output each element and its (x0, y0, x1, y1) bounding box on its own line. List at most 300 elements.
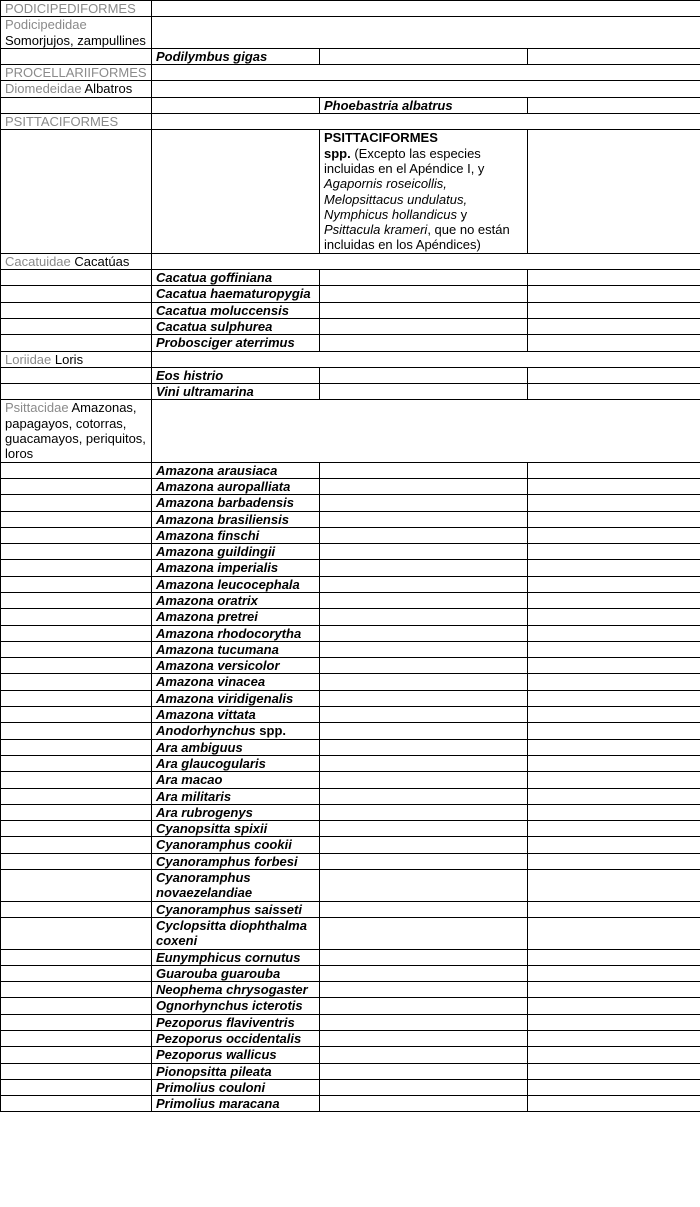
empty-cell (528, 739, 700, 755)
species-cell (152, 335, 320, 351)
empty-cell (320, 965, 528, 981)
empty-cell (528, 965, 700, 981)
empty-cell (1, 1031, 152, 1047)
table-row-order (1, 114, 700, 130)
empty-cell (1, 658, 152, 674)
family-name: Podicipedidae (5, 17, 87, 33)
empty-cell (320, 286, 528, 302)
empty-cell (528, 1079, 700, 1095)
empty-cell (1, 917, 152, 949)
empty-cell (1, 1047, 152, 1063)
empty-cell (528, 576, 700, 592)
empty-cell (320, 302, 528, 318)
table-row-species (1, 917, 700, 949)
empty-cell (1, 609, 152, 625)
empty-cell (320, 495, 528, 511)
species-cell (152, 821, 320, 837)
empty-cell (1, 130, 152, 253)
species-suffix: spp. (255, 723, 287, 739)
table-row-species (1, 949, 700, 965)
table-row-species (1, 270, 700, 286)
empty-cell (1, 949, 152, 965)
table-row-species (1, 821, 700, 837)
table-row-family (1, 351, 700, 367)
empty-cell (1, 544, 152, 560)
species-name: Amazona vittata (156, 707, 256, 723)
table-row-species (1, 707, 700, 723)
table-row-species (1, 804, 700, 820)
empty-cell (1, 335, 152, 351)
table-row-family (1, 17, 700, 49)
empty-cell (1, 772, 152, 788)
table-row-family (1, 81, 700, 97)
species-name: Pezoporus wallicus (156, 1047, 277, 1063)
empty-cell (528, 592, 700, 608)
empty-cell (528, 130, 700, 253)
empty-cell (1, 853, 152, 869)
empty-cell (320, 625, 528, 641)
merged-empty-cell (152, 400, 700, 462)
family-cell (1, 81, 152, 97)
table-row-species (1, 625, 700, 641)
empty-cell (528, 755, 700, 771)
empty-cell (1, 270, 152, 286)
empty-cell (528, 270, 700, 286)
table-row-species (1, 755, 700, 771)
table-row-species (1, 527, 700, 543)
species-cell (152, 949, 320, 965)
species-cell (152, 965, 320, 981)
species-name: Amazona oratrix (156, 592, 258, 608)
empty-cell (1, 495, 152, 511)
table-row-species (1, 576, 700, 592)
table-row-species (1, 1031, 700, 1047)
empty-cell (1, 723, 152, 739)
note-text: , que no están incluidas en los Apéndices) (324, 222, 510, 253)
species-name: Cyanopsitta spixii (156, 821, 268, 837)
merged-empty-cell (152, 1, 700, 17)
empty-cell (528, 917, 700, 949)
empty-cell (320, 917, 528, 949)
species-cell (152, 853, 320, 869)
empty-cell (528, 48, 700, 64)
empty-cell (528, 625, 700, 641)
table-row-order (1, 65, 700, 81)
species-name: Amazona arausiaca (156, 462, 278, 478)
empty-cell (320, 560, 528, 576)
table-row-species (1, 97, 700, 113)
table-row-species (1, 495, 700, 511)
species-name: Amazona rhodocorytha (156, 625, 302, 641)
species-name: Cacatua moluccensis (156, 302, 289, 318)
empty-cell (320, 837, 528, 853)
family-name: Loriidae (5, 351, 52, 367)
species-name: Ara macao (156, 772, 223, 788)
order-cell (1, 1, 152, 17)
empty-cell (320, 949, 528, 965)
species-cell (152, 870, 320, 902)
empty-cell (528, 609, 700, 625)
empty-cell (320, 690, 528, 706)
species-name: Amazona barbadensis (156, 495, 294, 511)
species-name: Phoebastria albatrus (324, 97, 453, 113)
empty-cell (1, 1079, 152, 1095)
empty-cell (1, 901, 152, 917)
species-cell (152, 527, 320, 543)
empty-cell (320, 478, 528, 494)
species-name: Pionopsitta pileata (156, 1063, 272, 1079)
species-cell (152, 1031, 320, 1047)
table-row-species (1, 462, 700, 478)
empty-cell (1, 1014, 152, 1030)
empty-cell (1, 641, 152, 657)
empty-cell (320, 384, 528, 400)
empty-cell (1, 286, 152, 302)
empty-cell (320, 1063, 528, 1079)
empty-cell (528, 1047, 700, 1063)
species-cell (152, 462, 320, 478)
table-row-species (1, 592, 700, 608)
table-row-species (1, 1079, 700, 1095)
empty-cell (528, 367, 700, 383)
empty-cell (320, 674, 528, 690)
species-name: Eunymphicus cornutus (156, 949, 301, 965)
species-name: Pezoporus occidentalis (156, 1031, 302, 1046)
empty-cell (1, 788, 152, 804)
empty-cell (1, 998, 152, 1014)
empty-cell (1, 560, 152, 576)
empty-cell (528, 560, 700, 576)
table-row-species (1, 1096, 700, 1112)
species-cell (152, 772, 320, 788)
empty-cell (320, 821, 528, 837)
note-text: Psittacula krameri (324, 222, 428, 238)
species-cell (152, 511, 320, 527)
empty-cell (1, 837, 152, 853)
merged-empty-cell (152, 81, 700, 97)
species-name: Cyanoramphus cookii (156, 837, 292, 853)
empty-cell (320, 1047, 528, 1063)
species-cell (152, 592, 320, 608)
empty-cell (1, 318, 152, 334)
family-cell (1, 253, 152, 269)
species-cell (152, 755, 320, 771)
species-name: Primolius couloni (156, 1079, 266, 1095)
empty-cell (528, 998, 700, 1014)
species-cell (152, 1047, 320, 1063)
table-row-species (1, 998, 700, 1014)
family-name: Cacatuidae (5, 253, 71, 269)
table-body (1, 1, 700, 1112)
species-cell (152, 1063, 320, 1079)
empty-cell (320, 723, 528, 739)
species-name: Cyanoramphus novaezelandiae (156, 870, 253, 901)
species-name: Cyanoramphus saisseti (156, 901, 302, 917)
note-cell (320, 130, 528, 253)
order-name: PSITTACIFORMES (5, 114, 119, 130)
species-name: Amazona auropalliata (156, 478, 291, 494)
empty-cell (528, 478, 700, 494)
species-name: Cyanoramphus forbesi (156, 853, 298, 869)
species-cell (152, 1096, 320, 1112)
species-name: Cacatua goffiniana (156, 270, 273, 286)
table-row-species (1, 965, 700, 981)
empty-cell (528, 318, 700, 334)
species-name: Neophema chrysogaster (156, 982, 308, 998)
empty-cell (320, 1079, 528, 1095)
species-name: Amazona tucumana (156, 641, 279, 657)
table-row-order (1, 1, 700, 17)
empty-cell (528, 821, 700, 837)
order-cell (1, 65, 152, 81)
table-row-species (1, 609, 700, 625)
family-cell (1, 17, 152, 49)
empty-cell (528, 1063, 700, 1079)
empty-cell (528, 1096, 700, 1112)
species-cell (152, 739, 320, 755)
table-row-species (1, 853, 700, 869)
empty-cell (1, 527, 152, 543)
empty-cell (320, 641, 528, 657)
empty-cell (1, 367, 152, 383)
empty-cell (320, 270, 528, 286)
table-row-species (1, 302, 700, 318)
species-cell (152, 658, 320, 674)
table-row-species (1, 511, 700, 527)
empty-cell (528, 837, 700, 853)
species-cell (152, 384, 320, 400)
empty-cell (528, 286, 700, 302)
empty-cell (528, 788, 700, 804)
empty-cell (320, 1096, 528, 1112)
family-common-name: Cacatúas (74, 253, 130, 269)
empty-cell (1, 755, 152, 771)
empty-cell (320, 462, 528, 478)
species-cell (152, 302, 320, 318)
species-name: Cyclopsitta diophthalma coxeni (156, 917, 307, 949)
order-cell (1, 114, 152, 130)
table-row-species (1, 318, 700, 334)
empty-cell (320, 998, 528, 1014)
empty-cell (320, 755, 528, 771)
empty-cell (320, 870, 528, 902)
table-row-species (1, 901, 700, 917)
table-row-species (1, 641, 700, 657)
empty-cell (528, 901, 700, 917)
empty-cell (320, 739, 528, 755)
species-cell (152, 982, 320, 998)
empty-cell (1, 870, 152, 902)
empty-cell (528, 495, 700, 511)
empty-cell (320, 367, 528, 383)
species-cell (320, 97, 528, 113)
empty-cell (1, 1096, 152, 1112)
species-cell (152, 544, 320, 560)
species-cell (152, 286, 320, 302)
table-row-species (1, 286, 700, 302)
empty-cell (528, 949, 700, 965)
empty-cell (528, 302, 700, 318)
species-cell (152, 478, 320, 494)
table-row-species (1, 544, 700, 560)
species-cell (152, 998, 320, 1014)
table-row-species (1, 1047, 700, 1063)
family-cell (1, 400, 152, 462)
empty-cell (528, 527, 700, 543)
table-row-family (1, 253, 700, 269)
empty-cell (528, 1031, 700, 1047)
species-cell (152, 1014, 320, 1030)
species-name: Amazona guildingii (156, 544, 276, 560)
empty-cell (320, 318, 528, 334)
species-name: Amazona imperialis (156, 560, 279, 576)
empty-cell (320, 788, 528, 804)
empty-cell (320, 853, 528, 869)
empty-cell (152, 97, 320, 113)
species-cell (152, 495, 320, 511)
species-name: Cacatua sulphurea (156, 318, 273, 334)
species-name: Vini ultramarina (156, 384, 254, 400)
family-common-name: Loris (54, 351, 84, 367)
species-name: Ara ambiguus (156, 739, 243, 755)
table-row-species (1, 788, 700, 804)
empty-cell (320, 982, 528, 998)
empty-cell (1, 821, 152, 837)
species-name: Cacatua haematuropygia (156, 286, 311, 302)
empty-cell (320, 658, 528, 674)
merged-empty-cell (152, 17, 700, 49)
species-cell (152, 318, 320, 334)
note-text: (Excepto las especies incluidas en el Apéndice I, y (324, 145, 485, 176)
species-name: Primolius maracana (156, 1096, 280, 1112)
species-name: Ara rubrogenys (156, 804, 253, 820)
empty-cell (1, 97, 152, 113)
empty-cell (1, 462, 152, 478)
species-cell (152, 48, 320, 64)
empty-cell (528, 723, 700, 739)
empty-cell (1, 511, 152, 527)
table-row-species (1, 772, 700, 788)
table-row-note (1, 130, 700, 253)
family-name: Psittacidae (5, 400, 69, 416)
empty-cell (1, 739, 152, 755)
note-text: PSITTACIFORMES (324, 130, 438, 146)
species-name: Eos histrio (156, 367, 224, 383)
empty-cell (528, 335, 700, 351)
species-cell (152, 837, 320, 853)
species-name: Amazona pretrei (156, 609, 258, 625)
species-cell (152, 723, 320, 739)
merged-empty-cell (152, 65, 700, 81)
species-cell (152, 901, 320, 917)
empty-cell (1, 478, 152, 494)
table-row-species (1, 384, 700, 400)
family-name: Diomedeidae (5, 81, 82, 97)
species-name: Amazona finschi (156, 527, 260, 543)
empty-cell (320, 1031, 528, 1047)
species-cell (152, 707, 320, 723)
species-cell (152, 560, 320, 576)
family-cell (1, 351, 152, 367)
species-cell (152, 674, 320, 690)
empty-cell (320, 901, 528, 917)
species-cell (152, 804, 320, 820)
merged-empty-cell (152, 253, 700, 269)
empty-cell (1, 576, 152, 592)
empty-cell (320, 527, 528, 543)
empty-cell (320, 707, 528, 723)
empty-cell (528, 690, 700, 706)
species-cell (152, 270, 320, 286)
empty-cell (320, 609, 528, 625)
table-row-species (1, 1063, 700, 1079)
empty-cell (1, 48, 152, 64)
table-row-species (1, 837, 700, 853)
species-cell (152, 690, 320, 706)
empty-cell (528, 658, 700, 674)
species-cell (152, 788, 320, 804)
order-name: PODICIPEDIFORMES (5, 1, 136, 16)
table-row-species (1, 1014, 700, 1030)
merged-empty-cell (152, 351, 700, 367)
empty-cell (320, 48, 528, 64)
table-row-species (1, 658, 700, 674)
species-name: Ara glaucogularis (156, 755, 266, 771)
table-row-species (1, 982, 700, 998)
merged-empty-cell (152, 114, 700, 130)
family-common-name: Amazonas, papagayos, cotorras, guacamayos, periquitos, loros (5, 400, 146, 462)
note-text: Agapornis roseicollis, Melopsittacus undulatus, Nymphicus hollandicus (324, 176, 468, 222)
species-name: Guarouba guarouba (156, 965, 281, 981)
species-name: Amazona viridigenalis (156, 690, 294, 706)
table-row-species (1, 739, 700, 755)
empty-cell (528, 511, 700, 527)
empty-cell (528, 804, 700, 820)
empty-cell (1, 982, 152, 998)
empty-cell (1, 965, 152, 981)
empty-cell (1, 384, 152, 400)
note-text: y (456, 206, 468, 222)
empty-cell (1, 804, 152, 820)
family-common-name: Albatros (84, 81, 133, 97)
species-name: Amazona brasiliensis (156, 511, 289, 527)
empty-cell (528, 674, 700, 690)
empty-cell (320, 511, 528, 527)
species-name: Podilymbus gigas (156, 48, 268, 64)
table-row-species (1, 478, 700, 494)
species-name: Amazona vinacea (156, 674, 266, 690)
empty-cell (528, 462, 700, 478)
empty-cell (152, 130, 320, 253)
empty-cell (320, 1014, 528, 1030)
empty-cell (320, 592, 528, 608)
species-name: Pezoporus flaviventris (156, 1014, 295, 1030)
empty-cell (528, 97, 700, 113)
species-name: Probosciger aterrimus (156, 335, 295, 351)
table-row-species (1, 560, 700, 576)
order-name: PROCELLARIIFORMES (5, 65, 147, 81)
empty-cell (320, 576, 528, 592)
species-cell (152, 625, 320, 641)
empty-cell (1, 625, 152, 641)
empty-cell (1, 592, 152, 608)
species-name: Amazona versicolor (156, 658, 280, 674)
empty-cell (1, 1063, 152, 1079)
species-cell (152, 576, 320, 592)
species-cell (152, 609, 320, 625)
table-row-species (1, 335, 700, 351)
empty-cell (528, 870, 700, 902)
